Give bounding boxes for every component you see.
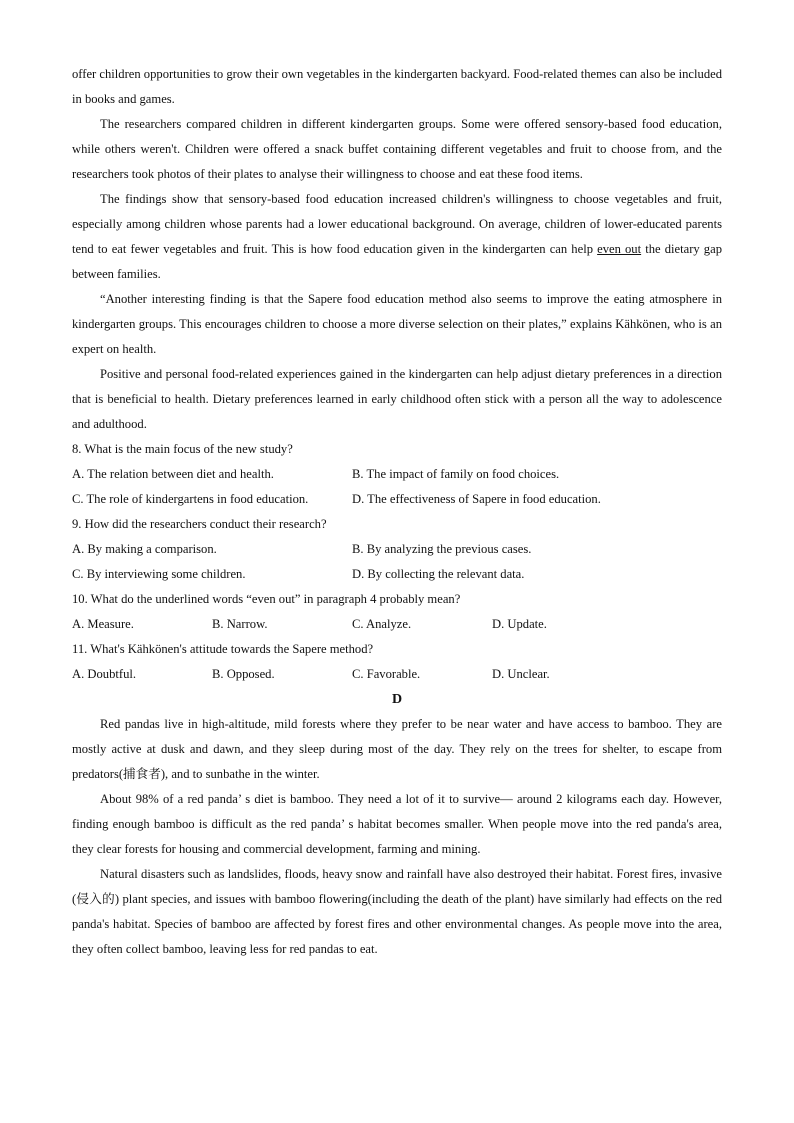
option-b: B. Narrow. [212, 617, 268, 631]
option-b: B. The impact of family on food choices. [352, 467, 560, 481]
options-row [72, 537, 722, 562]
option-c: C. The role of kindergartens in food education. [72, 492, 309, 506]
options-row [72, 662, 722, 687]
option-a: A. Doubtful. [72, 667, 137, 681]
document-page [72, 62, 722, 962]
question-stem: 9. How did the researchers conduct their research? [72, 517, 327, 531]
passage-d-paragraph-1: Red pandas live in high-altitude, mild forests where they prefer to be near water and have access to bamboo. They are mostly active at dusk and dawn, and they sleep during most of the day. They rely on the trees for shelter, to escape from predators(捕食者), and to sunbathe in the winter. [72, 717, 722, 781]
underlined-words: even out [597, 242, 642, 256]
option-d: D. Unclear. [492, 667, 550, 681]
paragraph-3-text-after: the dietary gap between families. [72, 242, 722, 281]
passage-c-paragraph-3 [72, 187, 722, 287]
options-row [72, 462, 722, 487]
question-8 [72, 437, 722, 512]
option-a: A. Measure. [72, 617, 134, 631]
options-row [72, 487, 722, 512]
question-11 [72, 637, 722, 687]
question-stem: 11. What's Kähkönen's attitude towards the Sapere method? [72, 642, 374, 656]
section-heading: D [391, 692, 403, 707]
passage-d-paragraph-3: Natural disasters such as landslides, floods, heavy snow and rainfall have also destroyed their habitat. Forest fires, invasive (侵入的) plant species, and issues with bamboo flowering(including the death of the plant) have similarly had effects on the red panda's habitat. Species of bamboo are affected by forest fires and other environmental changes. As people move into the area, they often collect bamboo, leaving less for red pandas to eat. [72, 867, 722, 956]
option-b: B. By analyzing the previous cases. [352, 542, 532, 556]
passage-c-paragraph-4: “Another interesting finding is that the Sapere food education method also seems to improve the eating atmosphere in kindergarten groups. This encourages children to choose a more diverse selection on their plates,” explains Kähkönen, who is an expert on health. [72, 292, 722, 356]
question-9 [72, 512, 722, 587]
passage-c-paragraph-2: The researchers compared children in different kindergarten groups. Some were offered sensory-based food education, while others weren't. Children were offered a snack buffet containing different vegetables and fruit to choose from, and the researchers took photos of their plates to analyse their willingness to choose and eat these food items. [72, 117, 722, 181]
question-stem: 10. What do the underlined words “even out” in paragraph 4 probably mean? [72, 592, 461, 606]
option-c: C. By interviewing some children. [72, 567, 246, 581]
question-10 [72, 587, 722, 637]
passage-c-paragraph-1: offer children opportunities to grow their own vegetables in the kindergarten backyard. Food-related themes can also be included in books and games. [72, 67, 723, 106]
option-d: D. The effectiveness of Sapere in food education. [352, 492, 601, 506]
option-d: D. Update. [492, 617, 547, 631]
options-row [72, 562, 722, 587]
option-a: A. By making a comparison. [72, 542, 217, 556]
passage-c-paragraph-5: Positive and personal food-related experiences gained in the kindergarten can help adjust dietary preferences in a direction that is beneficial to health. Dietary preferences learned in early childhood often stick with a person all the way to adolescence and adulthood. [72, 367, 722, 431]
option-b: B. Opposed. [212, 667, 275, 681]
options-row [72, 612, 722, 637]
option-a: A. The relation between diet and health. [72, 467, 274, 481]
paragraph-3-text-before: The findings show that sensory-based food education increased children's willingness to choose vegetables and fruit, especially among children whose parents had a lower educational background. On average, children of lower-educated parents tend to eat fewer vegetables and fruit. This is how food education given in the kindergarten can help [72, 192, 722, 256]
option-d: D. By collecting the relevant data. [352, 567, 525, 581]
option-c: C. Favorable. [352, 667, 421, 681]
option-c: C. Analyze. [352, 617, 412, 631]
question-stem: 8. What is the main focus of the new study? [72, 442, 293, 456]
passage-d-paragraph-2: About 98% of a red panda’ s diet is bamboo. They need a lot of it to survive— around 2 kilograms each day. However, finding enough bamboo is difficult as the red panda’ s habitat becomes smaller. When people move into the red panda's area, they clear forests for housing and commercial development, farming and mining. [72, 792, 722, 856]
